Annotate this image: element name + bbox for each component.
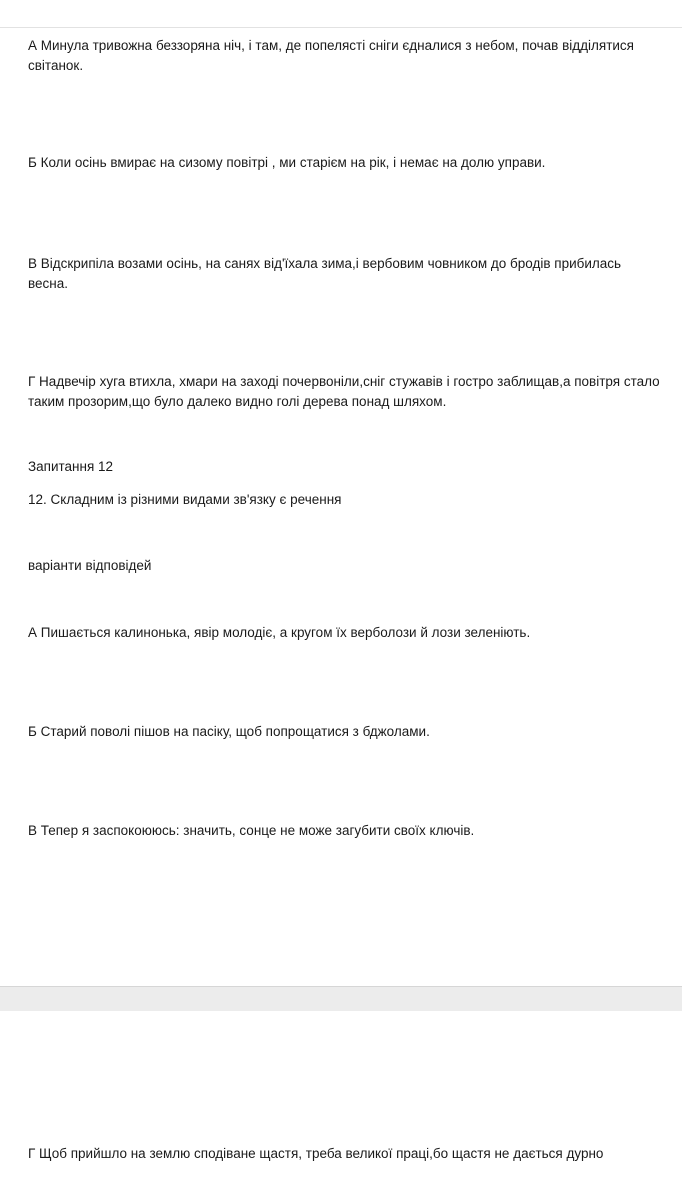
answer-b-text: Б Старий поволі пішов на пасіку, щоб попрощатися з бджолами.: [28, 724, 430, 739]
document-page-2: [0, 1011, 682, 1184]
option-v-line-1: В Відскрипіла возами осінь, на санях від'їхала зима,і вербовим човником до бродів прибилась: [28, 256, 622, 271]
page-top-edge: [0, 0, 682, 28]
option-b-text: Б Коли осінь вмирає на сизому повітрі , ми старієм на рік, і немає на долю управи.: [28, 155, 546, 170]
option-v-line-2: весна.: [28, 276, 68, 291]
question-text: 12. Складним із різними видами зв'язку є речення: [28, 492, 342, 507]
document-page-1: [0, 28, 682, 986]
page-separator: [0, 986, 682, 1012]
option-a-line-2: світанок.: [28, 58, 84, 73]
option-a-line-1: А Минула тривожна беззоряна ніч, і там, де попелясті сніги єдналися з небом, почав відділятися: [28, 38, 634, 53]
option-g-line-2: таким прозорим,що було далеко видно голі дерева понад шляхом.: [28, 394, 447, 409]
answers-label: варіанти відповідей: [28, 558, 152, 573]
answer-v-text: В Тепер я заспокоююсь: значить, сонце не може загубити своїх ключів.: [28, 823, 475, 838]
question-heading: Запитання 12: [28, 459, 114, 474]
answer-g-text: Г Щоб прийшло на землю сподіване щастя, треба великої праці,бо щастя не дається дурно: [28, 1146, 604, 1161]
answer-a-text: А Пишається калинонька, явір молодіє, а кругом їх верболози й лози зеленіють.: [28, 625, 531, 640]
option-g-line-1: Г Надвечір хуга втихла, хмари на заході почервоніли,сніг стужавів і гостро заблищав,а повітря стало: [28, 374, 660, 389]
